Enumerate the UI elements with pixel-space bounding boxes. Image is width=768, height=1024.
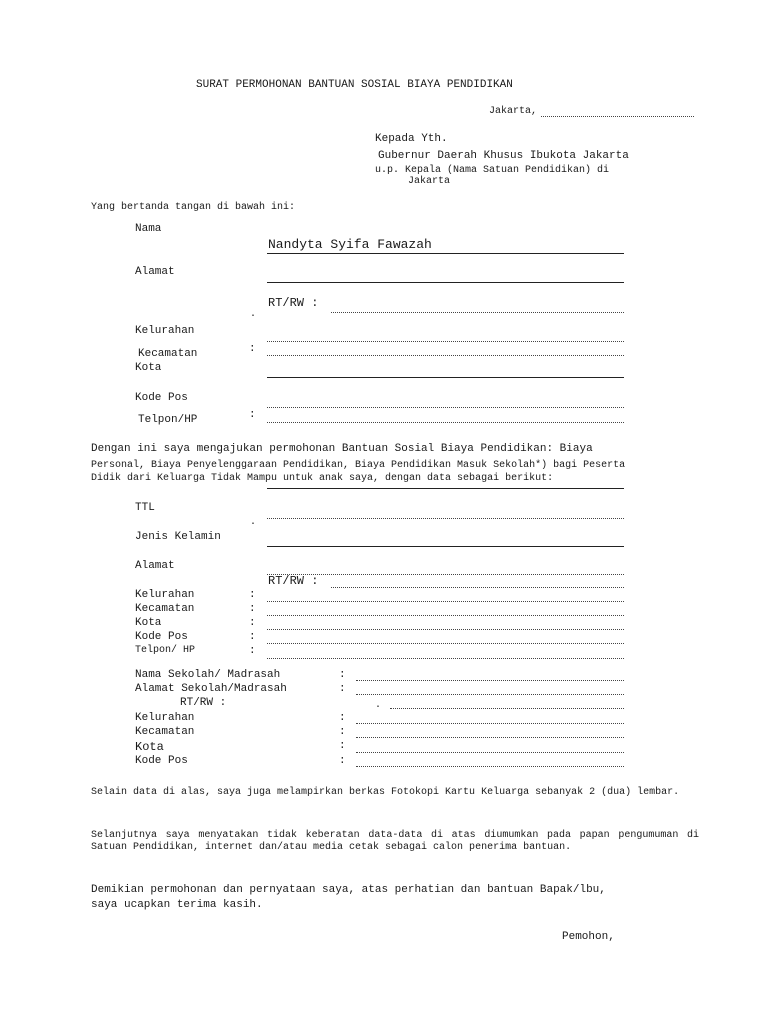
- school-rtrw-label: RT/RW :: [180, 697, 227, 709]
- school-kecamatan-line[interactable]: [356, 737, 624, 738]
- school-rtrw-line[interactable]: [390, 708, 624, 709]
- colon-mark: :: [339, 755, 346, 767]
- request-line-3: Didik dari Keluarga Tidak Mampu untuk anak saya, dengan data sebagai berikut:: [91, 473, 554, 484]
- recipient-line-1: Gubernur Daerah Khusus Ibukota Jakarta: [378, 150, 629, 162]
- applicant-kodepos-label: Kode Pos: [135, 392, 188, 404]
- colon-mark: :: [339, 683, 346, 695]
- student-ttl-label: TTL: [135, 502, 155, 514]
- colon-mark: :: [339, 740, 346, 752]
- colon-mark: :: [339, 669, 346, 681]
- colon-mark: .: [250, 309, 257, 320]
- recipient-line-2: u.p. Kepala (Nama Satuan Pendidikan) di: [375, 165, 610, 176]
- colon-mark: :: [249, 589, 256, 601]
- letter-title: SURAT PERMOHONAN BANTUAN SOSIAL BIAYA PENDIDIKAN: [196, 79, 513, 91]
- colon-mark: :: [249, 603, 256, 615]
- place-date-label: Jakarta,: [489, 106, 538, 117]
- school-nama-line[interactable]: [356, 680, 624, 681]
- applicant-rtrw-line[interactable]: [331, 312, 624, 313]
- closing-line-2: saya ucapkan terima kasih.: [91, 899, 263, 911]
- school-kodepos-label: Kode Pos: [135, 755, 188, 767]
- colon-mark: :: [339, 726, 346, 738]
- student-rtrw-line[interactable]: [331, 587, 624, 588]
- colon-mark: :: [249, 617, 256, 629]
- student-kelurahan-label: Kelurahan: [135, 589, 195, 601]
- applicant-kota-label: Kota: [135, 362, 162, 374]
- colon-mark: :: [339, 712, 346, 724]
- intro-text: Yang bertanda tangan di bawah ini:: [91, 202, 296, 213]
- attachment-paragraph: Selain data di alas, saya juga melampirkan berkas Fotokopi Kartu Keluarga sebanyak 2 (dua) lembar.: [91, 787, 680, 798]
- student-kelurahan-line[interactable]: [267, 601, 624, 602]
- applicant-kota-line[interactable]: [267, 377, 624, 378]
- student-kodepos-line[interactable]: [267, 643, 624, 644]
- applicant-telpon-line[interactable]: [267, 422, 624, 423]
- colon-mark: .: [375, 700, 382, 711]
- school-kelurahan-line[interactable]: [356, 723, 624, 724]
- applicant-kecamatan-label: Kecamatan: [138, 348, 198, 360]
- student-rtrw-label: RT/RW :: [268, 574, 319, 588]
- statement-paragraph: Selanjutnya saya menyatakan tidak keberatan data-data di atas diumumkan pada papan pengumuman di Satuan Pendidikan, internet dan/atau media cetak sebagai calon penerima bantuan.: [91, 830, 699, 853]
- applicant-kelurahan-label: Kelurahan: [135, 325, 195, 337]
- applicant-nama-line[interactable]: [267, 253, 624, 254]
- student-kota-label: Kota: [135, 617, 162, 629]
- student-kodepos-label: Kode Pos: [135, 631, 188, 643]
- applicant-kelurahan-line[interactable]: [267, 341, 624, 342]
- colon-mark: :: [249, 645, 256, 657]
- school-alamat-label: Alamat Sekolah/Madrasah: [135, 683, 287, 695]
- student-kecamatan-line[interactable]: [267, 615, 624, 616]
- school-nama-label: Nama Sekolah/ Madrasah: [135, 669, 281, 681]
- student-alamat-line[interactable]: [267, 574, 624, 575]
- signoff-text: Pemohon,: [562, 931, 615, 943]
- applicant-alamat-label: Alamat: [135, 266, 175, 278]
- school-kota-line[interactable]: [356, 752, 624, 753]
- closing-line-1: Demikian permohonan dan pernyataan saya, atas perhatian dan bantuan Bapak/lbu,: [91, 884, 606, 896]
- school-kecamatan-label: Kecamatan: [135, 726, 195, 738]
- request-line-2: Personal, Biaya Penyelenggaraan Pendidikan, Biaya Pendidikan Masuk Sekolah*) bagi Peserta: [91, 460, 626, 471]
- student-alamat-label: Alamat: [135, 560, 175, 572]
- student-telpon-label: Telpon/ HP: [135, 645, 196, 656]
- colon-mark: .: [250, 517, 257, 528]
- student-kota-line[interactable]: [267, 629, 624, 630]
- student-kecamatan-label: Kecamatan: [135, 603, 195, 615]
- colon-mark: :: [249, 409, 256, 421]
- applicant-alamat-line[interactable]: [267, 282, 624, 283]
- date-field-line[interactable]: [541, 116, 694, 117]
- recipient-line-3: Jakarta: [408, 176, 451, 187]
- recipient-salutation: Kepada Yth.: [375, 133, 448, 145]
- student-jk-line[interactable]: [267, 546, 624, 547]
- request-underline: [267, 488, 624, 489]
- applicant-nama-value: Nandyta Syifa Fawazah: [268, 237, 432, 252]
- student-telpon-line[interactable]: [267, 658, 624, 659]
- applicant-kecamatan-line[interactable]: [267, 355, 624, 356]
- applicant-rtrw-label: RT/RW :: [268, 296, 319, 310]
- school-alamat-line[interactable]: [356, 694, 624, 695]
- student-jk-label: Jenis Kelamin: [135, 531, 221, 543]
- applicant-nama-label: Nama: [135, 223, 162, 235]
- request-line-1: Dengan ini saya mengajukan permohonan Bantuan Sosial Biaya Pendidikan: Biaya: [91, 443, 593, 455]
- applicant-telpon-label: Telpon/HP: [138, 414, 198, 426]
- colon-mark: :: [249, 343, 256, 355]
- school-kelurahan-label: Kelurahan: [135, 712, 195, 724]
- school-kota-label: Kota: [135, 740, 164, 754]
- student-ttl-line[interactable]: [267, 518, 624, 519]
- colon-mark: :: [249, 631, 256, 643]
- school-kodepos-line[interactable]: [356, 766, 624, 767]
- applicant-kodepos-line[interactable]: [267, 407, 624, 408]
